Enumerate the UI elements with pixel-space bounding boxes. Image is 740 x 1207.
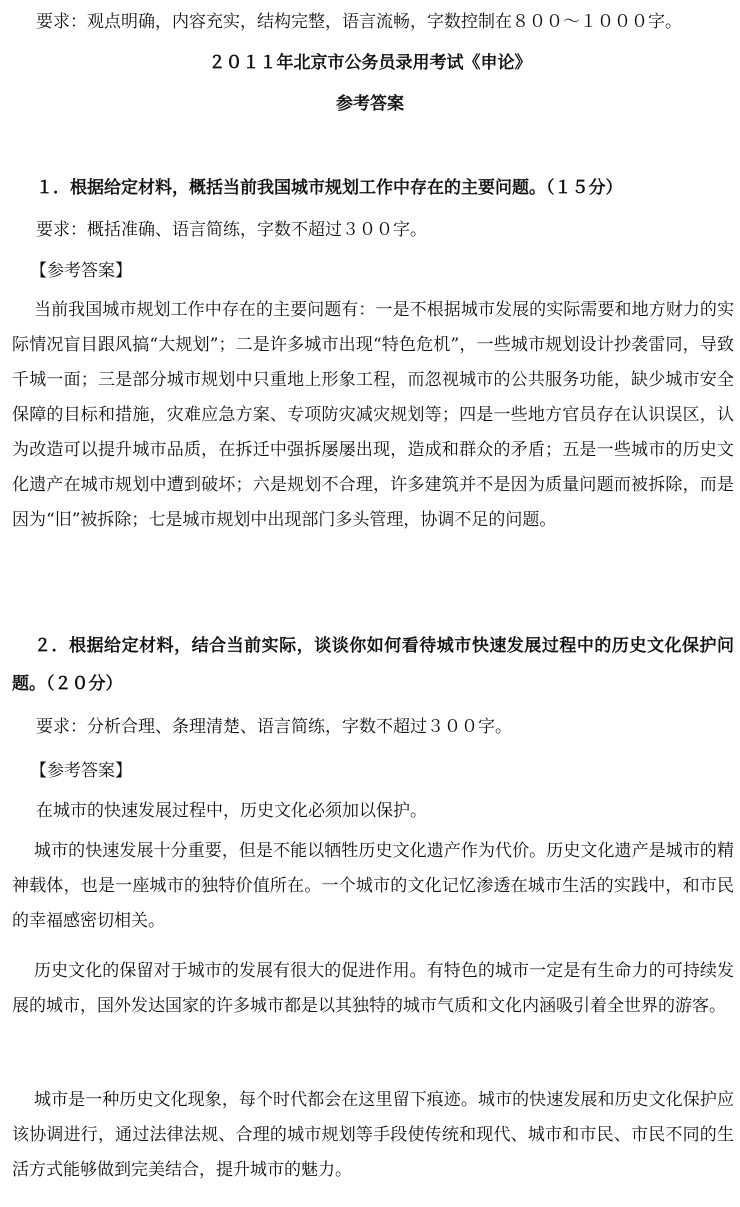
question-2-answer-para-2: 城市的快速发展十分重要，但是不能以牺牲历史文化遗产作为代价。历史文化遗产是城市的精神载体，也是一座城市的独特价值所在。一个城市的文化记忆渗透在城市生活的实践中，和市民的幸福感密切相关。 xyxy=(12,841,734,931)
question-2-answer-para-4: 城市是一种历史文化现象，每个时代都会在这里留下痕迹。城市的快速发展和历史文化保护应该协调进行，通过法律法规、合理的城市规划等手段使传统和现代、城市和市民、市民不同的生活方式能够做到完美结合，提升城市的魅力。 xyxy=(12,1090,734,1180)
document-subtitle: 参考答案 xyxy=(336,94,404,114)
question-2: ２．根据给定材料，结合当前实际，谈谈你如何看待城市快速发展过程中的历史文化保护问题。（２０分） xyxy=(12,636,734,694)
question-1: １．根据给定材料，概括当前我国城市规划工作中存在的主要问题。（１５分） xyxy=(36,178,623,198)
question-1-requirement: 要求：概括准确、语言简练，字数不超过３００字。 xyxy=(36,220,427,240)
question-2-answer-para-1: 在城市的快速发展过程中，历史文化必须加以保护。 xyxy=(36,801,427,821)
question-2-answer-para-3: 历史文化的保留对于城市的发展有很大的促进作用。有特色的城市一定是有生命力的可持续发展的城市，国外发达国家的许多城市都是以其独特的城市气质和文化内涵吸引着全世界的游客。 xyxy=(12,961,734,1016)
question-2-requirement: 要求：分析合理、条理清楚、语言简练，字数不超过３００字。 xyxy=(36,717,512,737)
question-2-answer-label: 【参考答案】 xyxy=(30,761,132,781)
document-title: ２０１１年北京市公务员录用考试《申论》 xyxy=(208,53,532,73)
header-requirement: 要求：观点明确，内容充实，结构完整，语言流畅，字数控制在８００～１０００字。 xyxy=(36,12,682,32)
question-1-answer: 当前我国城市规划工作中存在的主要问题有：一是不根据城市发展的实际需要和地方财力的实际情况盲目跟风搞“大规划”；二是许多城市出现“特色危机”，一些城市规划设计抄袭雷同，导致千城一面；三是部分城市规划中只重地上形象工程，而忽视城市的公共服务功能，缺少城市安全保障的目标和措施，灾难应急方案、专项防灾减灾规划等；四是一些地方官员存在认识误区，认为改造可以提升城市品质，在拆迁中强拆屡屡出现，造成和群众的矛盾；五是一些城市的历史文化遗产在城市规划中遭到破坏；六是规划不合理，许多建筑并不是因为质量问题而被拆除，而是因为“旧”被拆除；七是城市规划中出现部门多头管理，协调不足的问题。 xyxy=(12,300,734,530)
question-1-answer-label: 【参考答案】 xyxy=(30,261,132,281)
